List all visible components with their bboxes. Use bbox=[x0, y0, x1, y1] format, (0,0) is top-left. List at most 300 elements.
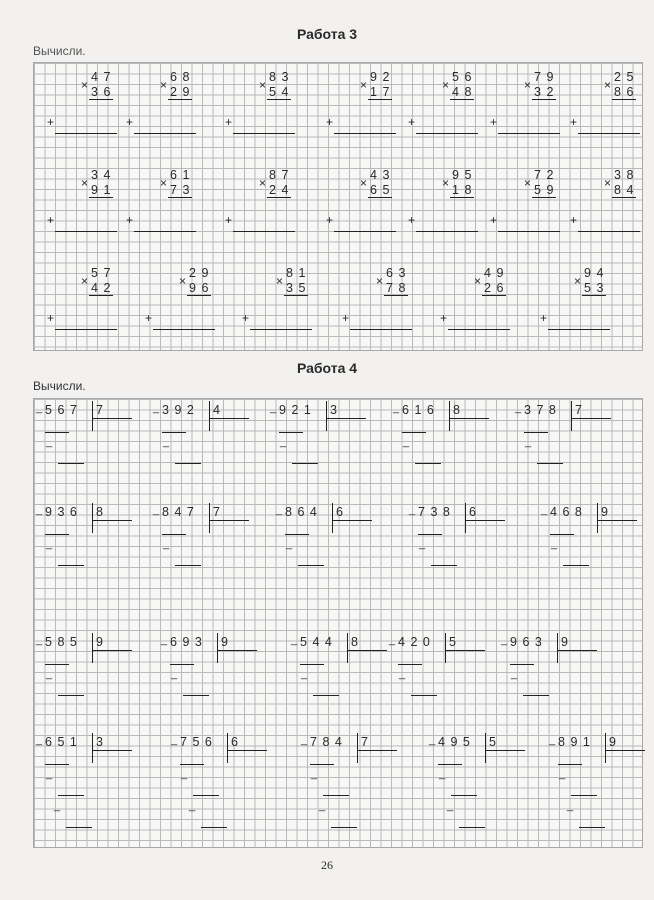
minus-sign: _ bbox=[419, 538, 426, 550]
product-rule bbox=[450, 99, 474, 100]
multiplication-problem bbox=[147, 267, 217, 337]
step1-rule bbox=[170, 664, 194, 665]
plus-sign: + bbox=[570, 115, 578, 129]
multiplier: 86 bbox=[614, 85, 639, 99]
step1-rule bbox=[45, 764, 69, 765]
plus-sign: + bbox=[342, 311, 350, 325]
product-rule bbox=[168, 197, 192, 198]
multiplication-problem bbox=[244, 267, 314, 337]
minus-sign: _ bbox=[36, 402, 43, 414]
division-bar bbox=[347, 633, 348, 663]
minus-sign: _ bbox=[311, 768, 318, 780]
minus-sign: _ bbox=[549, 734, 556, 746]
division-bar bbox=[92, 733, 93, 763]
dividend: 616 bbox=[402, 403, 440, 417]
multiplicand: 68 bbox=[170, 70, 195, 84]
divisor: 8 bbox=[96, 505, 109, 519]
multiplicand: 61 bbox=[170, 168, 195, 182]
dividend: 963 bbox=[510, 635, 548, 649]
minus-sign: _ bbox=[399, 668, 406, 680]
division-bar bbox=[332, 503, 333, 533]
division-bar bbox=[92, 503, 93, 533]
step1-rule bbox=[162, 432, 186, 433]
work4-instruction: Вычисли. bbox=[33, 379, 86, 393]
multiplicand: 72 bbox=[534, 168, 559, 182]
times-sign: × bbox=[360, 78, 368, 92]
times-sign: × bbox=[179, 274, 187, 288]
sum-rule bbox=[498, 133, 560, 134]
divisor: 7 bbox=[213, 505, 226, 519]
division-problem bbox=[36, 633, 154, 723]
sum-rule bbox=[334, 133, 396, 134]
quotient-rule bbox=[347, 650, 387, 651]
sum-rule bbox=[416, 133, 478, 134]
minus-sign: _ bbox=[163, 538, 170, 550]
product-rule bbox=[384, 295, 408, 296]
multiplicand: 43 bbox=[370, 168, 395, 182]
minus-sign: _ bbox=[153, 504, 160, 516]
plus-sign: + bbox=[145, 311, 153, 325]
sum-rule bbox=[134, 133, 196, 134]
divisor: 9 bbox=[221, 635, 234, 649]
product-rule bbox=[612, 197, 636, 198]
multiplier: 53 bbox=[584, 281, 609, 295]
multiplicand: 29 bbox=[189, 266, 214, 280]
step1-rule bbox=[180, 764, 204, 765]
minus-sign: _ bbox=[46, 768, 53, 780]
multiplication-problem bbox=[442, 267, 512, 337]
multiplier: 29 bbox=[170, 85, 195, 99]
division-problem bbox=[429, 733, 547, 823]
multiplicand: 95 bbox=[452, 168, 477, 182]
dividend: 847 bbox=[162, 505, 200, 519]
step2-rule bbox=[415, 463, 441, 464]
divisor: 7 bbox=[575, 403, 588, 417]
division-bar bbox=[557, 633, 558, 663]
step2-rule bbox=[571, 795, 597, 796]
minus-sign: _ bbox=[161, 634, 168, 646]
division-problem bbox=[36, 733, 154, 823]
dividend: 784 bbox=[310, 735, 348, 749]
work3-title: Работа 3 bbox=[296, 26, 358, 42]
minus-sign: _ bbox=[291, 634, 298, 646]
multiplicand: 38 bbox=[614, 168, 639, 182]
times-sign: × bbox=[442, 78, 450, 92]
quotient-rule bbox=[332, 520, 372, 521]
multiplier: 36 bbox=[91, 85, 116, 99]
multiplication-problem bbox=[128, 71, 198, 141]
work3-instruction: Вычисли. bbox=[33, 44, 86, 58]
dividend: 378 bbox=[524, 403, 562, 417]
step1-rule bbox=[418, 534, 442, 535]
sum-rule bbox=[233, 133, 295, 134]
step2-rule bbox=[183, 695, 209, 696]
division-problem bbox=[501, 633, 619, 723]
multiplication-problem bbox=[49, 71, 119, 141]
quotient-rule bbox=[557, 650, 597, 651]
divisor: 6 bbox=[469, 505, 482, 519]
divisor: 9 bbox=[96, 635, 109, 649]
product-rule bbox=[187, 295, 211, 296]
step1-rule bbox=[45, 664, 69, 665]
sum-rule bbox=[578, 133, 640, 134]
division-problem bbox=[393, 401, 511, 491]
multiplier: 32 bbox=[534, 85, 559, 99]
step1-rule bbox=[558, 764, 582, 765]
plus-sign: + bbox=[47, 213, 55, 227]
times-sign: × bbox=[360, 176, 368, 190]
multiplicand: 25 bbox=[614, 70, 639, 84]
step3-rule bbox=[201, 827, 227, 828]
multiplication-problem bbox=[328, 169, 398, 239]
division-problem bbox=[153, 503, 271, 593]
division-bar bbox=[605, 733, 606, 763]
dividend: 864 bbox=[285, 505, 323, 519]
minus-sign: _ bbox=[189, 800, 196, 812]
quotient-rule bbox=[209, 520, 249, 521]
quotient-rule bbox=[605, 750, 645, 751]
division-problem bbox=[276, 503, 394, 593]
minus-sign: _ bbox=[36, 734, 43, 746]
plus-sign: + bbox=[440, 311, 448, 325]
multiplier: 42 bbox=[91, 281, 116, 295]
product-rule bbox=[482, 295, 506, 296]
multiplicand: 47 bbox=[91, 70, 116, 84]
division-bar bbox=[326, 401, 327, 431]
minus-sign: _ bbox=[447, 800, 454, 812]
multiplier: 73 bbox=[170, 183, 195, 197]
dividend: 756 bbox=[180, 735, 218, 749]
division-bar bbox=[209, 401, 210, 431]
minus-sign: _ bbox=[515, 402, 522, 414]
minus-sign: _ bbox=[319, 800, 326, 812]
minus-sign: _ bbox=[46, 436, 53, 448]
quotient-rule bbox=[571, 418, 611, 419]
minus-sign: _ bbox=[525, 436, 532, 448]
division-bar bbox=[227, 733, 228, 763]
division-problem bbox=[270, 401, 388, 491]
minus-sign: _ bbox=[567, 800, 574, 812]
quotient-rule bbox=[357, 750, 397, 751]
minus-sign: _ bbox=[389, 634, 396, 646]
division-bar bbox=[217, 633, 218, 663]
step1-rule bbox=[285, 534, 309, 535]
step2-rule bbox=[175, 463, 201, 464]
sum-rule bbox=[153, 329, 215, 330]
product-rule bbox=[89, 295, 113, 296]
multiplication-problem bbox=[227, 71, 297, 141]
multiplicand: 63 bbox=[386, 266, 411, 280]
step2-rule bbox=[323, 795, 349, 796]
step1-rule bbox=[524, 432, 548, 433]
multiplier: 17 bbox=[370, 85, 395, 99]
times-sign: × bbox=[81, 274, 89, 288]
times-sign: × bbox=[604, 176, 612, 190]
product-rule bbox=[168, 99, 192, 100]
sum-rule bbox=[416, 231, 478, 232]
minus-sign: _ bbox=[46, 538, 53, 550]
times-sign: × bbox=[276, 274, 284, 288]
minus-sign: _ bbox=[551, 538, 558, 550]
product-rule bbox=[267, 197, 291, 198]
work4-grid bbox=[33, 398, 643, 848]
multiplicand: 56 bbox=[452, 70, 477, 84]
product-rule bbox=[450, 197, 474, 198]
divisor: 4 bbox=[213, 403, 226, 417]
step1-rule bbox=[310, 764, 334, 765]
times-sign: × bbox=[81, 176, 89, 190]
division-problem bbox=[541, 503, 654, 593]
step2-rule bbox=[58, 695, 84, 696]
dividend: 585 bbox=[45, 635, 83, 649]
page-number: 26 bbox=[321, 858, 333, 872]
quotient-rule bbox=[209, 418, 249, 419]
division-problem bbox=[36, 401, 154, 491]
multiplication-problem bbox=[410, 71, 480, 141]
product-rule bbox=[368, 197, 392, 198]
step3-rule bbox=[579, 827, 605, 828]
dividend: 891 bbox=[558, 735, 596, 749]
divisor: 5 bbox=[449, 635, 462, 649]
quotient-rule bbox=[217, 650, 257, 651]
dividend: 392 bbox=[162, 403, 200, 417]
multiplicand: 94 bbox=[584, 266, 609, 280]
dividend: 544 bbox=[300, 635, 338, 649]
product-rule bbox=[89, 99, 113, 100]
step2-rule bbox=[58, 795, 84, 796]
minus-sign: _ bbox=[403, 436, 410, 448]
multiplication-problem bbox=[542, 267, 612, 337]
minus-sign: _ bbox=[153, 402, 160, 414]
quotient-rule bbox=[465, 520, 505, 521]
multiplicand: 81 bbox=[286, 266, 311, 280]
divisor: 8 bbox=[453, 403, 466, 417]
times-sign: × bbox=[524, 78, 532, 92]
division-problem bbox=[153, 401, 271, 491]
dividend: 420 bbox=[398, 635, 436, 649]
product-rule bbox=[532, 99, 556, 100]
multiplication-problem bbox=[492, 169, 562, 239]
product-rule bbox=[284, 295, 308, 296]
multiplicand: 49 bbox=[484, 266, 509, 280]
minus-sign: _ bbox=[439, 768, 446, 780]
multiplier: 35 bbox=[286, 281, 311, 295]
plus-sign: + bbox=[47, 115, 55, 129]
minus-sign: _ bbox=[541, 504, 548, 516]
divisor: 5 bbox=[489, 735, 502, 749]
division-problem bbox=[36, 503, 154, 593]
dividend: 738 bbox=[418, 505, 456, 519]
sum-rule bbox=[233, 231, 295, 232]
step1-rule bbox=[279, 432, 303, 433]
step2-rule bbox=[313, 695, 339, 696]
step1-rule bbox=[162, 534, 186, 535]
multiplication-problem bbox=[572, 169, 642, 239]
division-bar bbox=[445, 633, 446, 663]
plus-sign: + bbox=[47, 311, 55, 325]
step1-rule bbox=[550, 534, 574, 535]
minus-sign: _ bbox=[511, 668, 518, 680]
minus-sign: _ bbox=[171, 668, 178, 680]
times-sign: × bbox=[81, 78, 89, 92]
multiplication-problem bbox=[227, 169, 297, 239]
minus-sign: _ bbox=[36, 504, 43, 516]
step2-rule bbox=[563, 565, 589, 566]
divisor: 3 bbox=[96, 735, 109, 749]
plus-sign: + bbox=[570, 213, 578, 227]
divisor: 9 bbox=[609, 735, 622, 749]
division-bar bbox=[571, 401, 572, 431]
multiplication-problem bbox=[49, 169, 119, 239]
minus-sign: _ bbox=[163, 436, 170, 448]
division-bar bbox=[485, 733, 486, 763]
quotient-rule bbox=[485, 750, 525, 751]
multiplicand: 83 bbox=[269, 70, 294, 84]
divisor: 7 bbox=[96, 403, 109, 417]
step2-rule bbox=[58, 565, 84, 566]
minus-sign: _ bbox=[280, 436, 287, 448]
plus-sign: + bbox=[126, 115, 134, 129]
product-rule bbox=[612, 99, 636, 100]
multiplier: 18 bbox=[452, 183, 477, 197]
step2-rule bbox=[298, 565, 324, 566]
sum-rule bbox=[350, 329, 412, 330]
step2-rule bbox=[523, 695, 549, 696]
times-sign: × bbox=[160, 176, 168, 190]
dividend: 495 bbox=[438, 735, 476, 749]
multiplier: 48 bbox=[452, 85, 477, 99]
division-problem bbox=[389, 633, 507, 723]
minus-sign: _ bbox=[409, 504, 416, 516]
plus-sign: + bbox=[326, 115, 334, 129]
product-rule bbox=[582, 295, 606, 296]
plus-sign: + bbox=[490, 115, 498, 129]
division-bar bbox=[465, 503, 466, 533]
sum-rule bbox=[448, 329, 510, 330]
times-sign: × bbox=[574, 274, 582, 288]
step1-rule bbox=[402, 432, 426, 433]
minus-sign: _ bbox=[54, 800, 61, 812]
plus-sign: + bbox=[408, 213, 416, 227]
multiplication-problem bbox=[492, 71, 562, 141]
multiplier: 91 bbox=[91, 183, 116, 197]
multiplicand: 92 bbox=[370, 70, 395, 84]
plus-sign: + bbox=[225, 213, 233, 227]
plus-sign: + bbox=[126, 213, 134, 227]
multiplication-problem bbox=[128, 169, 198, 239]
minus-sign: _ bbox=[393, 402, 400, 414]
dividend: 936 bbox=[45, 505, 83, 519]
multiplier: 59 bbox=[534, 183, 559, 197]
work4-title: Работа 4 bbox=[296, 360, 358, 376]
division-problem bbox=[409, 503, 527, 593]
sum-rule bbox=[55, 133, 117, 134]
dividend: 468 bbox=[550, 505, 588, 519]
quotient-rule bbox=[92, 650, 132, 651]
quotient-rule bbox=[92, 418, 132, 419]
division-bar bbox=[449, 401, 450, 431]
plus-sign: + bbox=[408, 115, 416, 129]
sum-rule bbox=[498, 231, 560, 232]
step3-rule bbox=[459, 827, 485, 828]
divisor: 9 bbox=[561, 635, 574, 649]
minus-sign: _ bbox=[46, 668, 53, 680]
minus-sign: _ bbox=[276, 504, 283, 516]
divisor: 9 bbox=[601, 505, 614, 519]
quotient-rule bbox=[227, 750, 267, 751]
step1-rule bbox=[398, 664, 422, 665]
step3-rule bbox=[66, 827, 92, 828]
step2-rule bbox=[58, 463, 84, 464]
multiplier: 65 bbox=[370, 183, 395, 197]
product-rule bbox=[89, 197, 113, 198]
step2-rule bbox=[537, 463, 563, 464]
multiplier: 26 bbox=[484, 281, 509, 295]
division-bar bbox=[597, 503, 598, 533]
minus-sign: _ bbox=[501, 634, 508, 646]
dividend: 651 bbox=[45, 735, 83, 749]
product-rule bbox=[532, 197, 556, 198]
quotient-rule bbox=[92, 750, 132, 751]
times-sign: × bbox=[376, 274, 384, 288]
multiplication-problem bbox=[410, 169, 480, 239]
times-sign: × bbox=[259, 176, 267, 190]
step1-rule bbox=[45, 534, 69, 535]
step2-rule bbox=[451, 795, 477, 796]
times-sign: × bbox=[474, 274, 482, 288]
plus-sign: + bbox=[225, 115, 233, 129]
work3-grid bbox=[33, 62, 643, 351]
division-bar bbox=[92, 401, 93, 431]
product-rule bbox=[267, 99, 291, 100]
plus-sign: + bbox=[326, 213, 334, 227]
multiplicand: 79 bbox=[534, 70, 559, 84]
multiplicand: 34 bbox=[91, 168, 116, 182]
division-problem bbox=[301, 733, 419, 823]
step1-rule bbox=[300, 664, 324, 665]
sum-rule bbox=[134, 231, 196, 232]
step3-rule bbox=[331, 827, 357, 828]
divisor: 8 bbox=[351, 635, 364, 649]
multiplier: 24 bbox=[269, 183, 294, 197]
quotient-rule bbox=[449, 418, 489, 419]
times-sign: × bbox=[604, 78, 612, 92]
quotient-rule bbox=[326, 418, 366, 419]
multiplicand: 57 bbox=[91, 266, 116, 280]
division-problem bbox=[549, 733, 654, 823]
step2-rule bbox=[193, 795, 219, 796]
divisor: 6 bbox=[336, 505, 349, 519]
minus-sign: _ bbox=[171, 734, 178, 746]
division-problem bbox=[171, 733, 289, 823]
divisor: 6 bbox=[231, 735, 244, 749]
division-bar bbox=[92, 633, 93, 663]
multiplication-problem bbox=[344, 267, 414, 337]
divisor: 3 bbox=[330, 403, 343, 417]
minus-sign: _ bbox=[181, 768, 188, 780]
plus-sign: + bbox=[242, 311, 250, 325]
multiplication-problem bbox=[328, 71, 398, 141]
sum-rule bbox=[55, 329, 117, 330]
multiplier: 84 bbox=[614, 183, 639, 197]
multiplicand: 87 bbox=[269, 168, 294, 182]
quotient-rule bbox=[597, 520, 637, 521]
division-bar bbox=[357, 733, 358, 763]
sum-rule bbox=[55, 231, 117, 232]
multiplication-problem bbox=[49, 267, 119, 337]
quotient-rule bbox=[445, 650, 485, 651]
sum-rule bbox=[334, 231, 396, 232]
